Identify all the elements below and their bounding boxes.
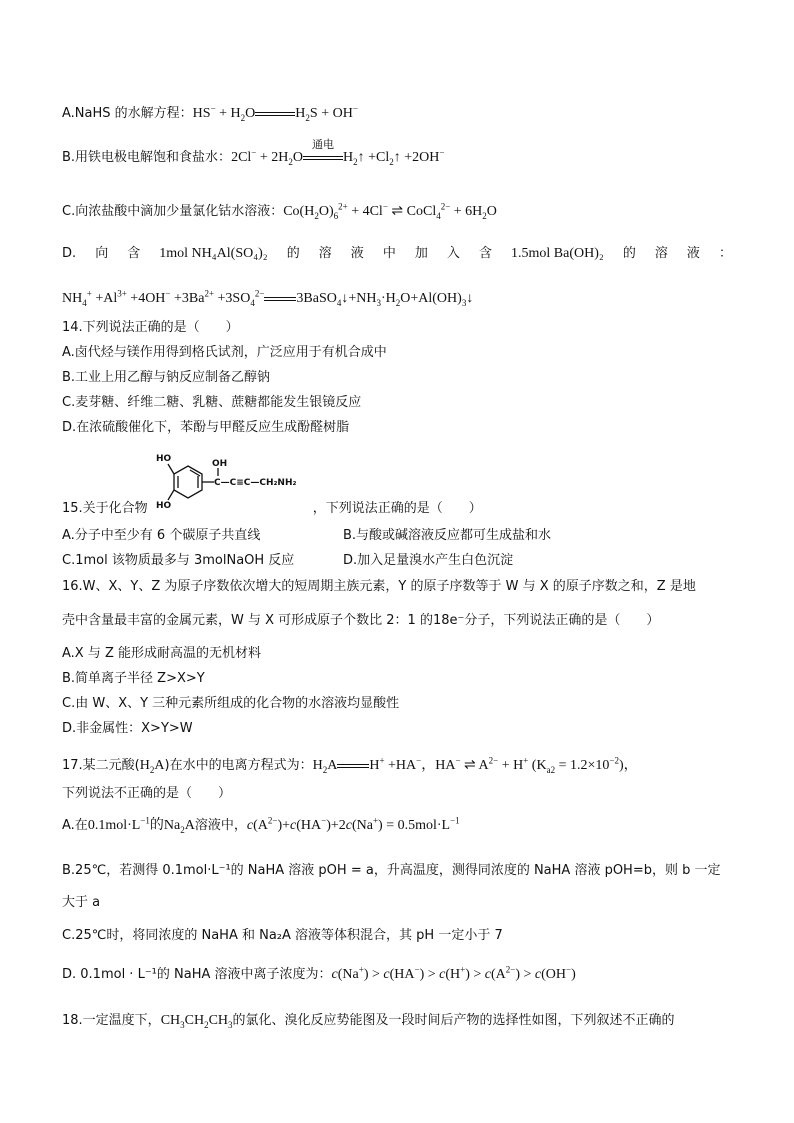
ho-top-label: HO <box>156 454 172 464</box>
q17-option-b-line1: B.25℃，若测得 0.1mol·L⁻¹的 NaHA 溶液 pOH = a，升高温度，测得同浓度的 NaHA 溶液 pOH=b，则 b 一定 <box>62 863 721 878</box>
q16-stem-line2: 壳中含量最丰富的金属元素，W 与 X 可形成原子个数比 2：1 的18e⁻分子，下列说法正确的是（ ） <box>62 613 660 628</box>
q16-option-d: D.非金属性：X>Y>W <box>62 721 193 736</box>
q17-stem-line2: 下列说法不正确的是（ ） <box>62 786 232 801</box>
q16-option-b: B.简单离子半径 Z>X>Y <box>62 671 205 686</box>
q17-option-d: D. 0.1mol · L⁻¹的 NaHA 溶液中离子浓度为：$c(Na^+) > c(HA^-) > c(H^+) > c(A^{2-}) > c(OH^-)$ <box>62 964 576 982</box>
q13-option-a: A.NaHS 的水解方程：$HS^- + H_2O$ $H_2S + OH^-$ <box>62 103 358 123</box>
side-chain-label: C—C≡C—CH₂NH₂ <box>214 478 297 488</box>
q13-option-c: C.向浓盐酸中滴加少量氯化钴水溶液：$Co(H_2O)_6^{2+} + 4Cl^-$ ⇌ CoCl$_4^{2-}$ + $6H_2O$ <box>62 201 497 221</box>
electrolysis-condition: 通电 <box>312 138 335 151</box>
q13-option-b: B.用铁电极电解饱和食盐水：$2Cl^- + 2H_2O$ 通电 $H_2↑$ $+Cl_2↑ +2OH^-$ <box>62 138 445 167</box>
q15-option-b: B.与酸或碱溶液反应都可生成盐和水 <box>343 528 552 543</box>
q16-stem-line1: 16.W、X、Y、Z 为原子序数依次增大的短周期主族元素，Y 的原子序数等于 W 与 X 的原子序数之和，Z 是地 <box>62 579 696 594</box>
q16-option-a: A.X 与 Z 能形成耐高温的无机材料 <box>62 646 262 661</box>
q14-option-b: B.工业上用乙醇与钠反应制备乙醇钠 <box>62 370 271 385</box>
q15-option-a: A.分子中至少有 6 个碳原子共直线 <box>62 528 261 543</box>
q14-option-c: C.麦芽糖、纤维二糖、乳糖、蔗糖都能发生银镜反应 <box>62 395 362 410</box>
q14-option-d: D.在浓硫酸催化下，苯酚与甲醛反应生成酚醛树脂 <box>62 420 350 435</box>
q18-stem: 18.一定温度下，$CH_3CH_2CH_3$的氯化、溴化反应势能图及一段时间后产物的选择性如图，下列叙述不正确的 <box>62 1013 675 1030</box>
q15-stem: 15.关于化合物 ，下列说法正确的是（ ） <box>62 501 482 516</box>
q14-stem: 14.下列说法正确的是（ ） <box>62 320 239 335</box>
oh-label: OH <box>212 459 228 469</box>
ho-bottom-label: HO <box>156 501 172 511</box>
q13-option-d-head: D. 向 含 1mol NH₄Al(SO₄)₂ 的 溶 液 中 加 入 含 1.5mol Ba(OH)₂ 的 溶 液 ： <box>62 246 732 261</box>
q14-option-a: A.卤代烃与镁作用得到格氏试剂，广泛应用于有机合成中 <box>62 345 387 360</box>
q17-option-b-line2: 大于 a <box>62 895 101 910</box>
q13-option-d-equation: $NH_4^+ +Al^{3+} +4OH^- +3Ba^{2+} +3SO_4^{2-}$ $3BaSO_4↓+NH_3\cdot H_2O+Al(OH)_3↓$ <box>62 288 474 308</box>
q16-option-c: C.由 W、X、Y 三种元素所组成的化合物的水溶液均显酸性 <box>62 696 400 711</box>
q15-option-d: D.加入足量溴水产生白色沉淀 <box>343 553 514 568</box>
q17-stem-line1: 17.某二元酸$(H_2A)$在水中的电离方程式为：$H_2A$ H+ +HA−，HA− ⇌ $A^{2-} + H^+$ $(K_{a2} = 1.2\times 10^{-2})$， <box>62 755 638 775</box>
q17-option-a: A.在$0.1mol\cdot L^{-1}$的$Na_2A$溶液中，$c(A^{2-})+c(HA^-)+2c(Na^+) = 0.5mol\cdot L^{-1}$ <box>62 815 460 835</box>
q17-option-c: C.25℃时，将同浓度的 NaHA 和 Na₂A 溶液等体积混合，其 pH 一定小于 7 <box>62 928 503 943</box>
q15-option-c: C.1mol 该物质最多与 3molNaOH 反应 <box>62 553 295 568</box>
